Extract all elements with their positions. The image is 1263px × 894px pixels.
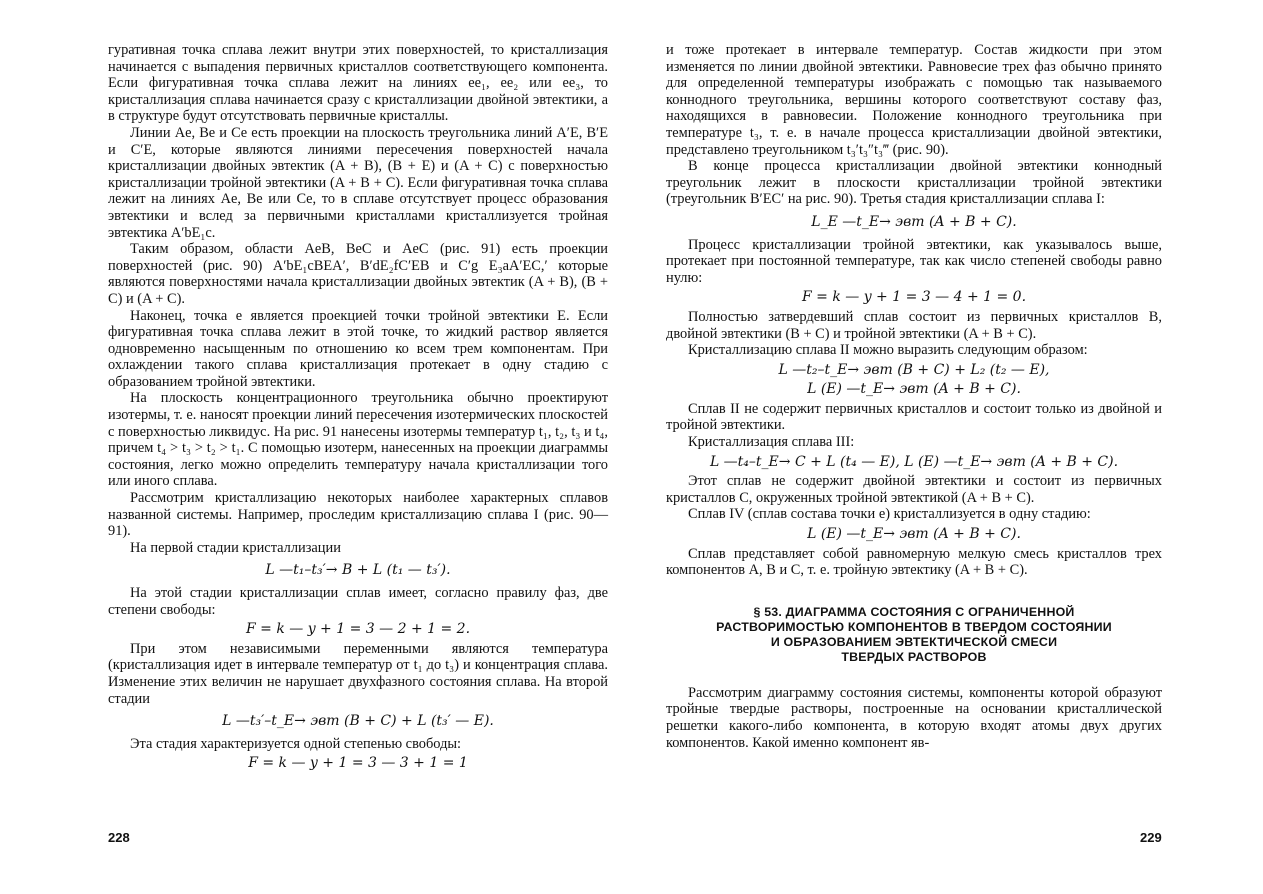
paragraph: На плоскость концентрационного треугольника обычно проектируют изотермы, т. е. наносят проекции линий пересечения изотермических плоскостей с поверхностью ликвидус. На рис. 91 нанесены изотермы температур t₁, t₂, t₃ и t₄, причем t₄ > t₃ > t₂ > t₁. С помощью изотерм, нанесенных на проекции диаграммы состояния, легко можно определить температуру начала кристаллизации того или иного сплава.: [108, 390, 608, 490]
formula: L —t₄–t_E→ C + L (t₄ — E), L (E) —t_E→ эвт (A + B + C).: [709, 453, 1119, 470]
formula: L (E) —t_E→ эвт (A + B + C).: [807, 526, 1021, 543]
section-heading-line: И ОБРАЗОВАНИЕМ ЭВТЕКТИЧЕСКОЙ СМЕСИ: [770, 634, 1058, 649]
paragraph: Эта стадия характеризуется одной степенью свободы:: [130, 735, 462, 752]
paragraph: Таким образом, области AeB, BeC и AeC (рис. 91) есть проекции поверхностей (рис. 90) A′bE₁cBEA′, B′dE₂fC′EB и C′g E₃aA′EC,′ которые являются поверхностями начала кристаллизации двойных эвтектик (A + B), (B + C) и (A + C).: [108, 241, 608, 307]
formula: L —t₁–t₃′→ B + L (t₁ — t₃′).: [265, 562, 451, 579]
formula: L_E —t_E→ эвт (A + B + C).: [811, 213, 1017, 230]
right-page: [666, 42, 1162, 751]
paragraph: Процесс кристаллизации тройной эвтектики, как указывалось выше, протекает при постоянной температуре, так как число степеней свободы равно нулю:: [666, 236, 1162, 286]
paragraph: и тоже протекает в интервале температур. Состав жидкости при этом изменяется по линии двойной эвтектики. Равновесие трех фаз обычно принято для определенной температуры изображать с помощью так называемого коннодного треугольника, вершины которого соответствуют составу фаз, находящихся в равновесии. Положение коннодного треугольника при температуре t₃, т. е. в начале процесса кристаллизации двойной эвтектики, представлено треугольником t₃′t₃″t₃‴ (рис. 90).: [666, 42, 1162, 158]
formula: L (E) —t_E→ эвт (A + B + C).: [807, 381, 1021, 398]
paragraph: Этот сплав не содержит двойной эвтектики и состоит из первичных кристаллов C, окруженных тройной эвтектикой (A + B + C).: [666, 473, 1162, 506]
paragraph: Сплав IV (сплав состава точки e) кристаллизуется в одну стадию:: [688, 506, 1091, 523]
section-heading-line: ТВЕРДЫХ РАСТВОРОВ: [841, 649, 987, 664]
formula: L —t₃′–t_E→ эвт (B + C) + L (t₃′ — E).: [222, 713, 494, 730]
formula: F = k — y + 1 = 3 — 3 + 1 = 1: [248, 755, 468, 772]
left-page: [108, 42, 608, 775]
formula: F = k — y + 1 = 3 — 2 + 1 = 2.: [245, 621, 471, 638]
paragraph: Кристаллизация сплава III:: [688, 434, 855, 451]
formula: F = k — y + 1 = 3 — 4 + 1 = 0.: [801, 289, 1027, 306]
paragraph: На этой стадии кристаллизации сплав имеет, согласно правилу фаз, две степени свободы:: [108, 585, 608, 618]
paragraph: Полностью затвердевший сплав состоит из первичных кристаллов B, двойной эвтектики (B + C) и тройной эвтектики (A + B + C).: [666, 308, 1162, 342]
paragraph: Рассмотрим кристаллизацию некоторых наиболее характерных сплавов названной системы. Например, проследим кристаллизацию сплава I (рис. 90—91).: [108, 490, 608, 540]
section-heading-line: § 53. ДИАГРАММА СОСТОЯНИЯ С ОГРАНИЧЕННОЙ: [753, 604, 1075, 619]
page-number-left: 228: [108, 830, 130, 845]
paragraph: гуративная точка сплава лежит внутри этих поверхностей, то кристаллизация начинается с выпадения первичных кристаллов соответствующего компонента. Если фигуративная точка сплава лежит на линиях ee₁, ee₂ или ee₃, то кристаллизация сплава начинается сразу с кристаллизации двойной эвтектики, а в структуре будут отсутствовать первичные кристаллы.: [108, 42, 608, 125]
paragraph: Сплав представляет собой равномерную мелкую смесь кристаллов трех компонентов A, B и C, т. е. тройную эвтектику (A + B + C).: [666, 545, 1162, 579]
paragraph: В конце процесса кристаллизации двойной эвтектики коннодный треугольник лежит в плоскости кристаллизации тройной эвтектики (треугольник B′EC′ на рис. 90). Третья стадия кристаллизации сплава I:: [666, 158, 1162, 208]
paragraph: Кристаллизацию сплава II можно выразить следующим образом:: [688, 342, 1088, 359]
paragraph: При этом независимыми переменными являются температура (кристаллизация идет в интервале температур от t₁ до t₃) и концентрация сплава. Изменение этих величин не нарушает двухфазного состояния сплава. На второй стадии: [108, 640, 608, 707]
paragraph: Линии Ae, Be и Ce есть проекции на плоскость треугольника линий A′E, B′E и C′E, которые являются линиями пересечения поверхностей начала кристаллизации двойных эвтектик (A + B), (B + E) и (A + C) с поверхностью кристаллизации тройной эвтектики (A + B + C). Если фигуративная точка сплава лежит на линиях Ae, Be или Ce, то в сплаве отсутствует процесс образования эвтектики и вслед за первичными кристаллами кристаллизуется тройная эвтектика A′bE₁c.: [108, 124, 608, 241]
section-heading: [666, 605, 1162, 665]
section-heading-line: РАСТВОРИМОСТЬЮ КОМПОНЕНТОВ В ТВЕРДОМ СОСТОЯНИИ: [716, 619, 1112, 634]
paragraph: Наконец, точка e является проекцией точки тройной эвтектики E. Если фигуративная точка сплава лежит в этой точке, то жидкий раствор является одновременно насыщенным по отношению ко всем трем компонентам. При охлаждении такого сплава кристаллизация протекает в одну стадию с образованием тройной эвтектики.: [108, 307, 608, 390]
paragraph: Рассмотрим диаграмму состояния системы, компоненты которой образуют тройные твердые растворы, построенные на основании кристаллической решетки какого-либо компонента, в которую входят атомы двух других компонентов. Какой именно компонент яв-: [666, 684, 1162, 751]
paragraph: Сплав II не содержит первичных кристаллов и состоит только из двойной и тройной эвтектики.: [666, 400, 1162, 434]
page-number-right: 229: [1140, 830, 1162, 845]
paragraph: На первой стадии кристаллизации: [130, 539, 341, 556]
formula: L —t₂–t_E→ эвт (B + C) + L₂ (t₂ — E),: [778, 361, 1050, 378]
